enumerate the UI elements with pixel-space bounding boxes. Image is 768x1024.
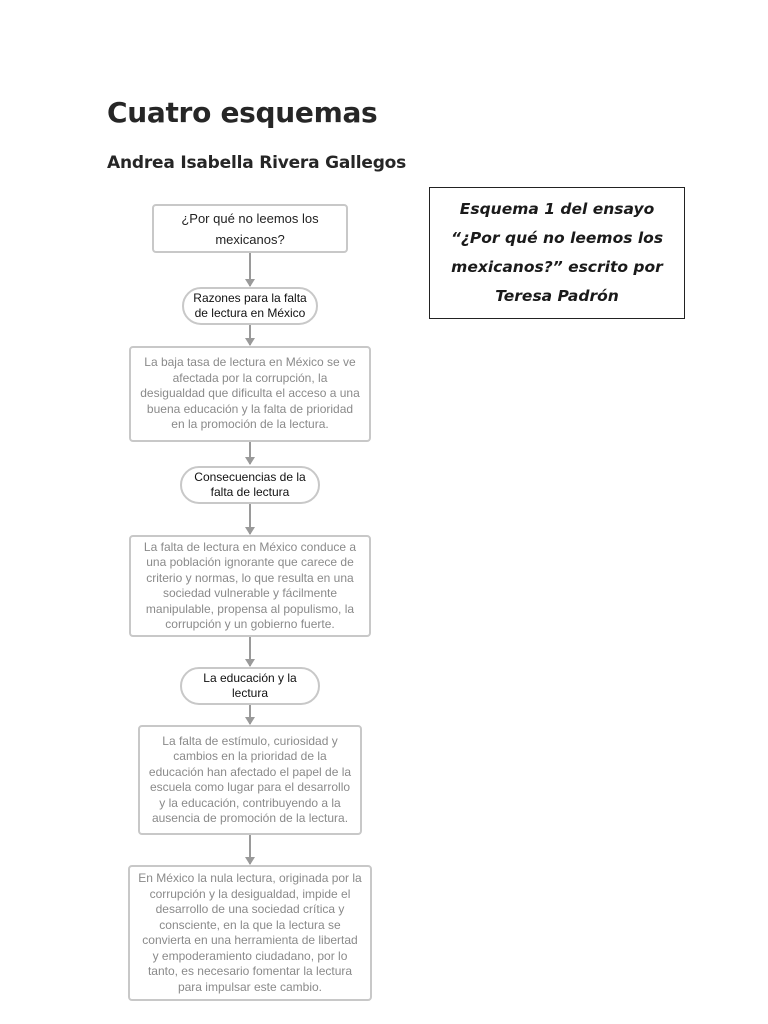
arrow-connector [249,504,251,534]
arrow-connector [249,442,251,464]
arrow-connector [249,253,251,286]
consequences-text-box: La falta de lectura en México conduce a una población ignorante que carece de criterio y normas, lo que resulta en una sociedad vulnerable y fácilmente manipulable, propensa al populismo, la corrupción y un gobierno fuerte. [129,535,371,637]
arrow-connector [249,705,251,724]
heading-education: La educación y la lectura [180,667,320,705]
question-box: ¿Por qué no leemos los mexicanos? [152,204,348,253]
author-name: Andrea Isabella Rivera Gallegos [107,153,407,173]
diagram-caption: Esquema 1 del ensayo “¿Por qué no leemos los mexicanos?” escrito por Teresa Padrón [429,187,685,319]
conclusion-text-box: En México la nula lectura, originada por la corrupción y la desigualdad, impide el desarrollo de una sociedad crítica y consciente, en la que la lectura se convierta en una herramienta de libertad y empoderamiento ciudadano, por lo tanto, es necesario fomentar la lectura para impulsar este cambio. [128,865,372,1001]
reasons-text-box: La baja tasa de lectura en México se ve afectada por la corrupción, la desigualdad que dificulta el acceso a una buena educación y la falta de prioridad en la promoción de la lectura. [129,346,371,442]
heading-reasons: Razones para la falta de lectura en México [182,287,318,325]
education-text-box: La falta de estímulo, curiosidad y cambios en la prioridad de la educación han afectado el papel de la escuela como lugar para el desarrollo y la educación, contribuyendo a la ausencia de promoción de la lectura. [138,725,362,835]
arrow-connector [249,637,251,666]
arrow-connector [249,835,251,864]
heading-consequences: Consecuencias de la falta de lectura [180,466,320,504]
document-title: Cuatro esquemas [107,96,378,129]
arrow-connector [249,325,251,345]
